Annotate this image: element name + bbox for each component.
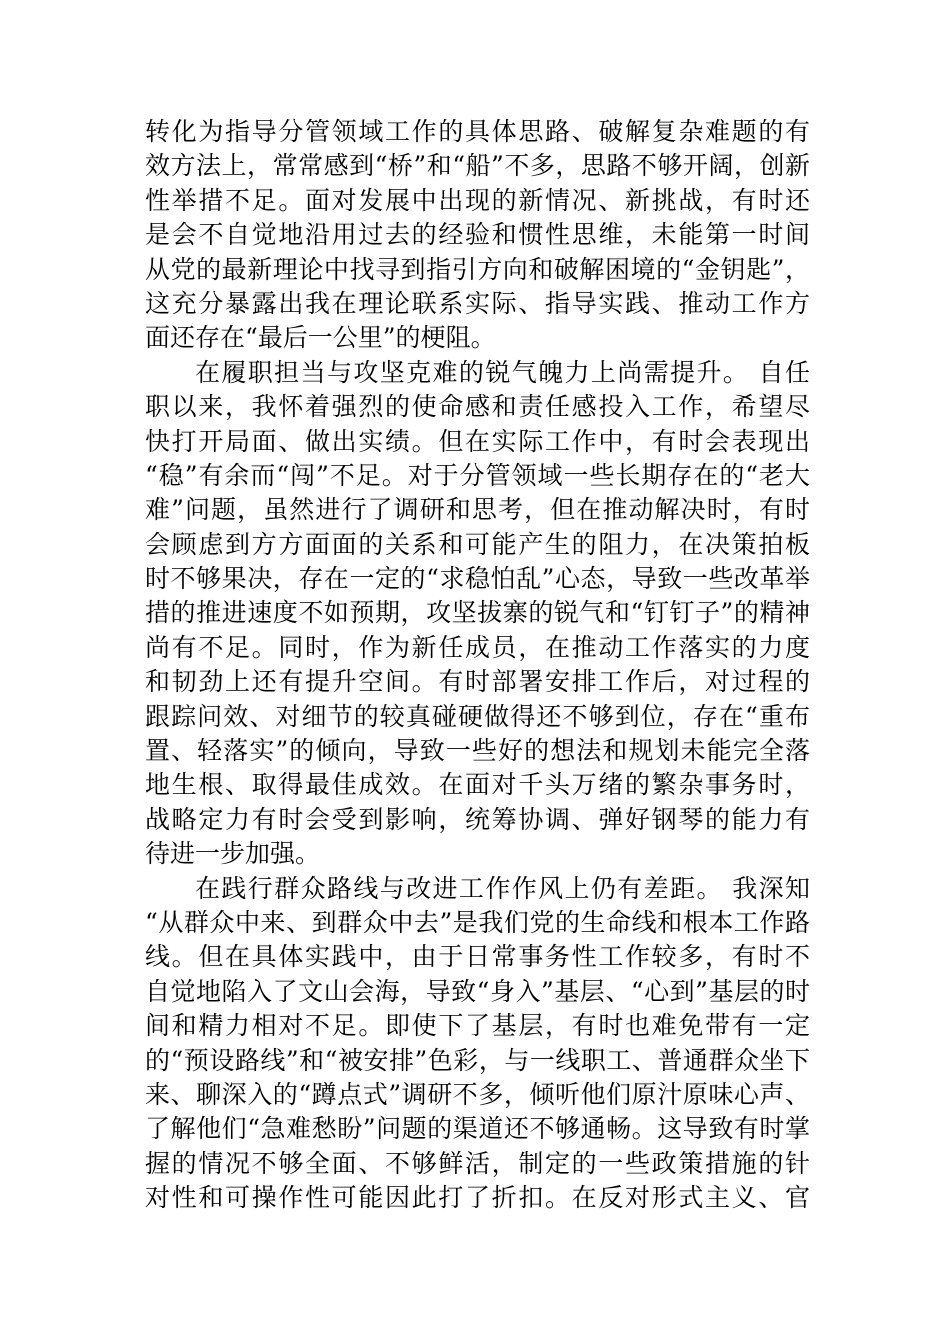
text-line: 置、轻落实”的倾向，导致一些好的想法和规划未能完全落 — [145, 736, 810, 766]
text-line: 尚有不足。同时，作为新任成员，在推动工作落实的力度 — [145, 632, 810, 662]
text-line: 快打开局面、做出实绩。但在实际工作中，有时会表现出 — [145, 426, 810, 456]
text-line: 难”问题，虽然进行了调研和思考，但在推动解决时，有时 — [145, 495, 810, 525]
text-line: 线。但在具体实践中，由于日常事务性工作较多，有时不 — [145, 942, 810, 972]
text-line: 跟踪问效、对细节的较真碰硬做得还不够到位，存在“重布 — [145, 701, 810, 731]
text-line: 的“预设路线”和“被安排”色彩，与一线职工、普通群众坐下 — [145, 1045, 810, 1075]
text-line: 自觉地陷入了文山会海，导致“身入”基层、“心到”基层的时 — [145, 976, 810, 1006]
document-body — [145, 115, 810, 1216]
text-line: 会顾虑到方方面面的关系和可能产生的阻力，在决策拍板 — [145, 529, 810, 559]
text-line: 从党的最新理论中找寻到指引方向和破解困境的“金钥匙”， — [145, 254, 810, 284]
text-line: 了解他们“急难愁盼”问题的渠道还不够通畅。这导致有时掌 — [145, 1114, 810, 1144]
text-line: 这充分暴露出我在理论联系实际、指导实践、推动工作方 — [145, 288, 810, 318]
text-line: 待进一步加强。 — [145, 839, 321, 869]
text-line: 来、聊深入的“蹲点式”调研不多，倾听他们原汁原味心声、 — [145, 1079, 810, 1109]
text-line: 对性和可操作性可能因此打了折扣。在反对形式主义、官 — [145, 1183, 810, 1213]
text-line: 地生根、取得最佳成效。在面对千头万绪的繁杂事务时， — [145, 770, 810, 800]
text-line: 战略定力有时会受到影响，统筹协调、弹好钢琴的能力有 — [145, 804, 810, 834]
text-line: “稳”有余而“闯”不足。对于分管领域一些长期存在的“老大 — [145, 460, 810, 490]
text-line: 措的推进速度不如预期，攻坚拔寨的锐气和“钉钉子”的精神 — [145, 598, 810, 628]
text-line: 效方法上，常常感到“桥”和“船”不多，思路不够开阔，创新 — [145, 151, 810, 181]
text-line: 转化为指导分管领域工作的具体思路、破解复杂难题的有 — [145, 117, 810, 146]
text-line: 面还存在“最后一公里”的梗阻。 — [145, 323, 496, 353]
text-line: 和韧劲上还有提升空间。有时部署安排工作后，对过程的 — [145, 667, 810, 697]
text-line: “从群众中来、到群众中去”是我们党的生命线和根本工作路 — [145, 907, 810, 937]
text-line: 握的情况不够全面、不够鲜活，制定的一些政策措施的针 — [145, 1148, 810, 1178]
text-line: 时不够果决，存在一定的“求稳怕乱”心态，导致一些改革举 — [145, 564, 810, 594]
paragraph-heading-line: 在履职担当与攻坚克难的锐气魄力上尚需提升。 自任 — [195, 357, 810, 387]
paragraph-heading-line: 在践行群众路线与改进工作作风上仍有差距。 我深知 — [195, 873, 810, 903]
text-line: 职以来，我怀着强烈的使命感和责任感投入工作，希望尽 — [145, 392, 810, 422]
text-line: 间和精力相对不足。即使下了基层，有时也难免带有一定 — [145, 1011, 810, 1041]
text-line: 是会不自觉地沿用过去的经验和惯性思维，未能第一时间 — [145, 220, 810, 250]
text-line: 性举措不足。面对发展中出现的新情况、新挑战，有时还 — [145, 185, 810, 215]
